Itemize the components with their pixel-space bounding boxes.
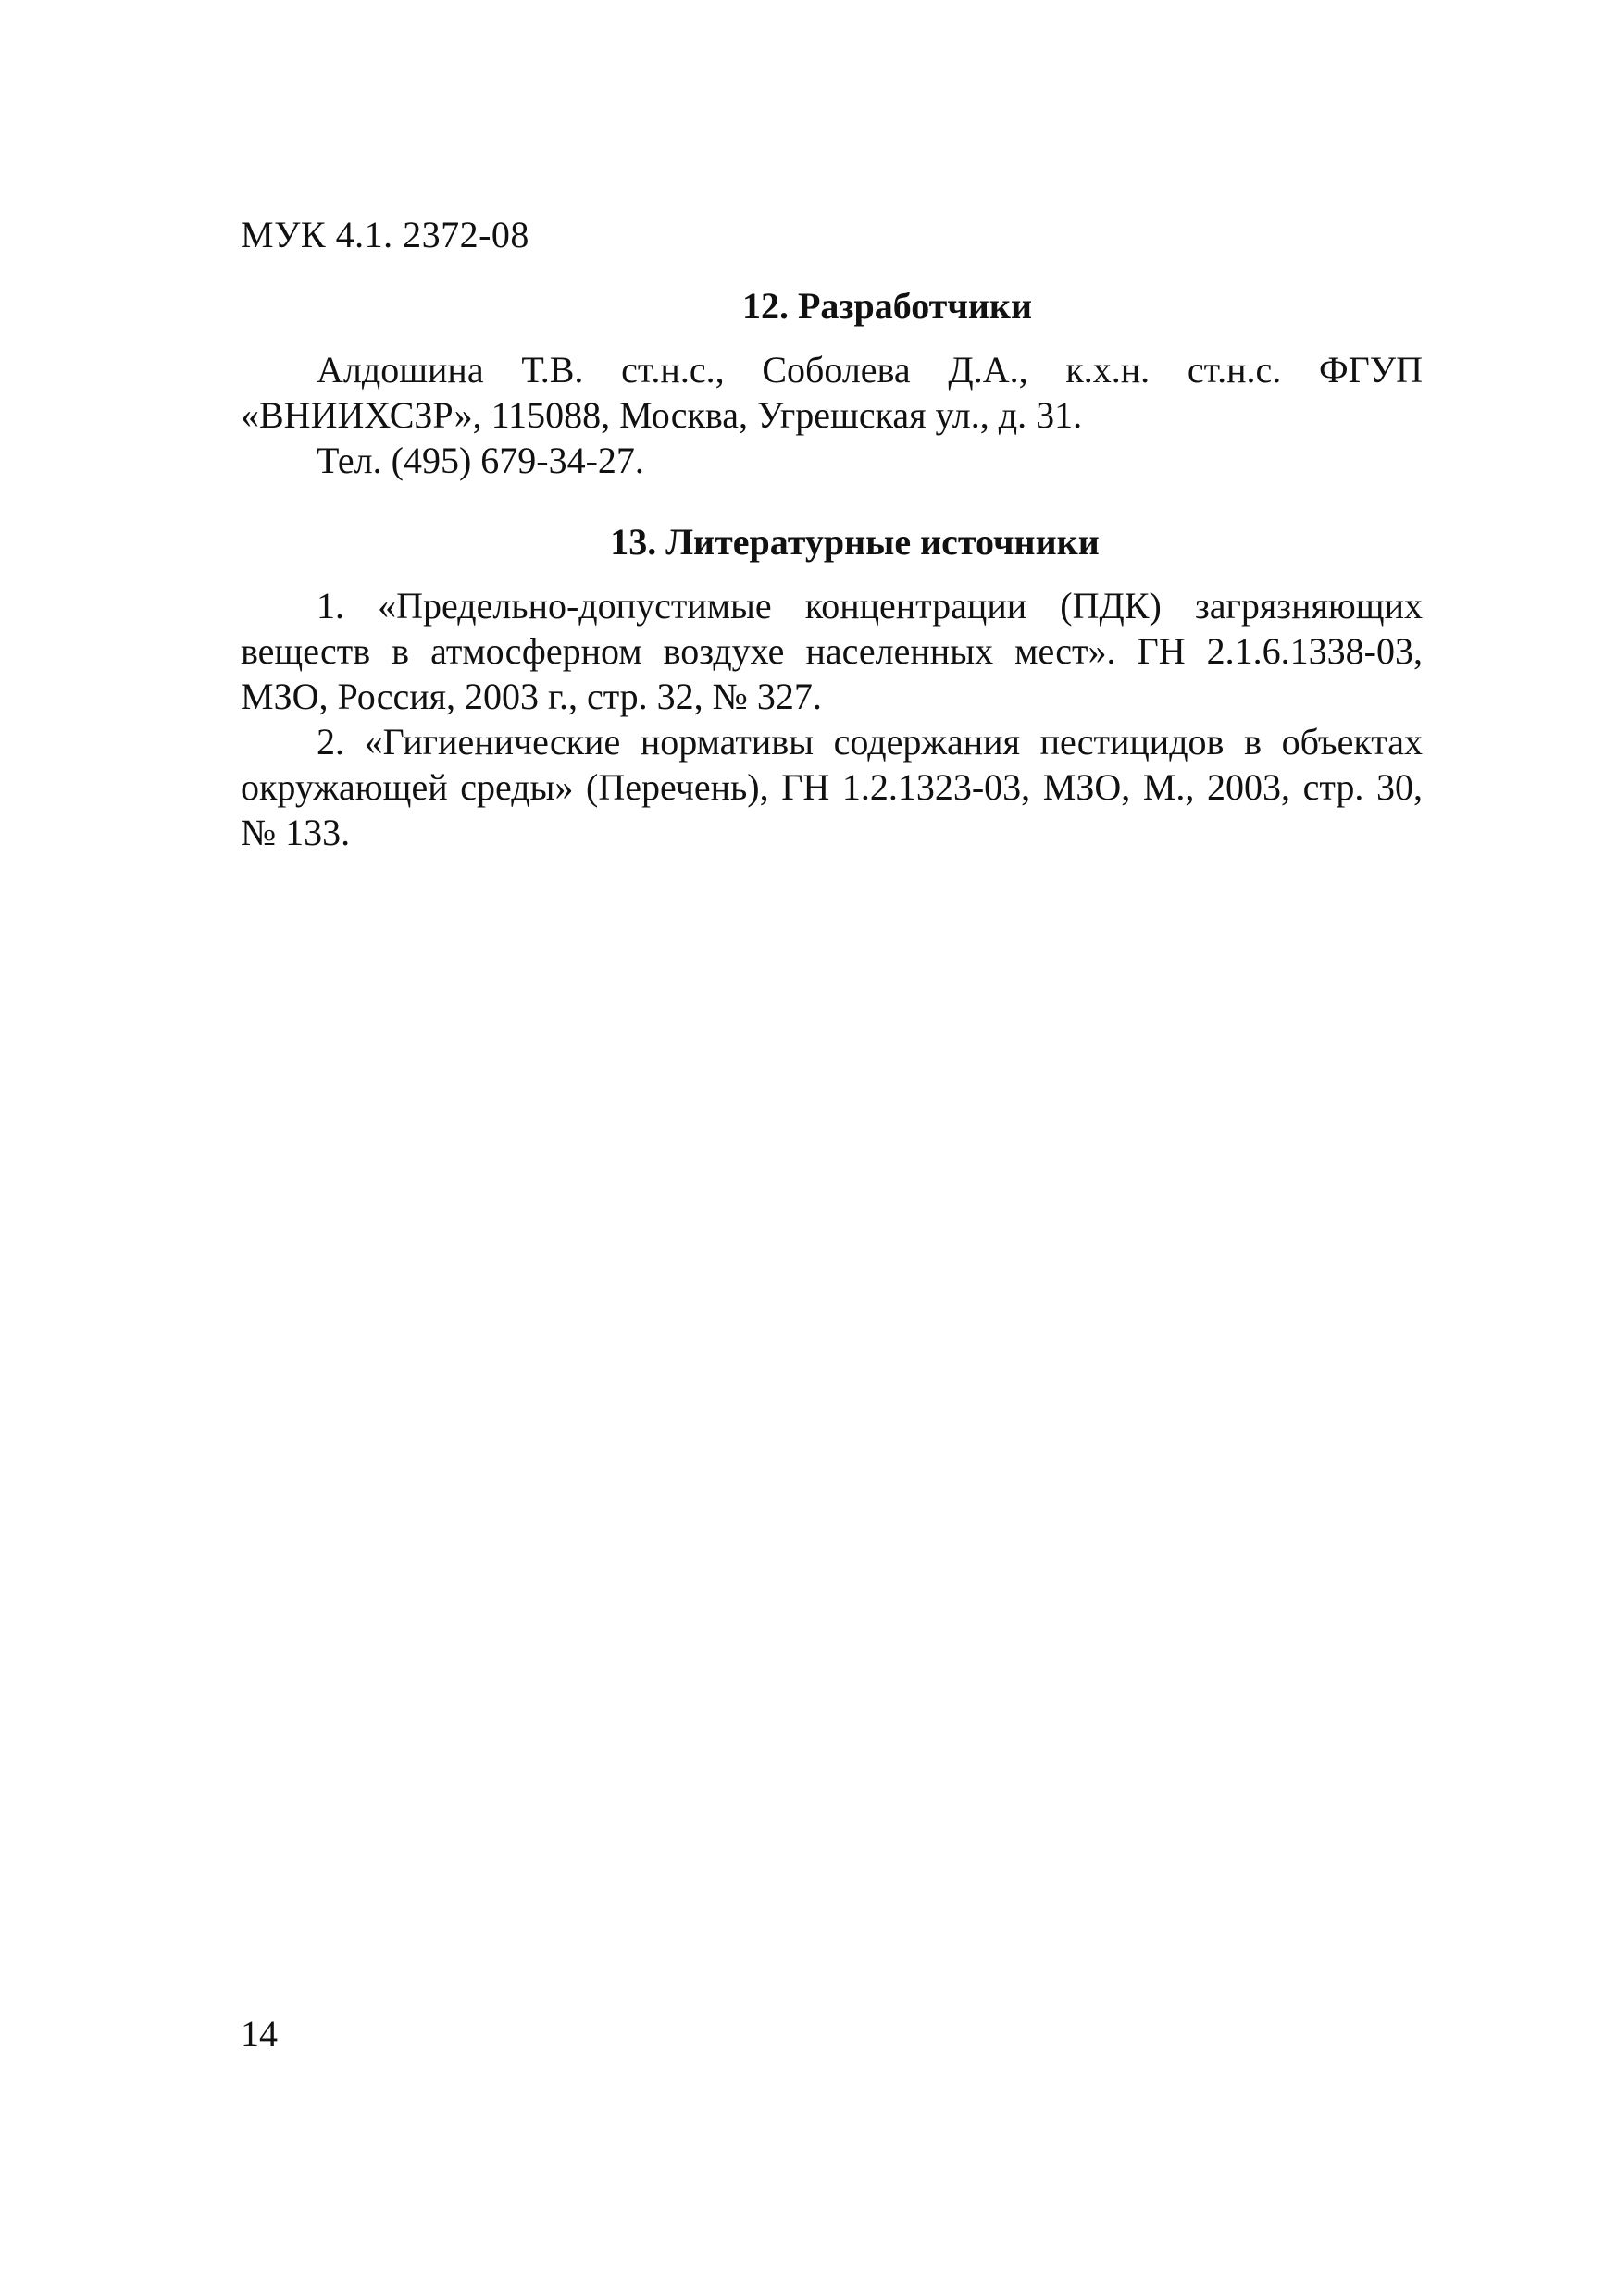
running-head: МУК 4.1. 2372-08 [241,214,529,255]
page-number: 14 [241,2013,278,2054]
section-12-heading: 12. Разработчики [741,285,1033,327]
phone-line: Тел. (495) 679-34-27. [317,440,644,481]
reference-item-2: 2. «Гигиенические нормативы содержания пестицидов в объектах окружающей среды» (Перечень), ГН 1.2.1323-03, МЗО, М., 2003, стр. 30, № 133. [241,721,1423,853]
developers-paragraph: Алдошина Т.В. ст.н.с., Соболева Д.А., к.х.н. ст.н.с. ФГУП «ВНИИХСЗР», 115088, Москва, Угрешская ул., д. 31. [241,349,1423,436]
section-13-heading: 13. Литературные источники [610,521,1100,563]
reference-item-1: 1. «Предельно-допустимые концентрации (ПДК) загрязняющих веществ в атмосферном воздухе населенных мест». ГН 2.1.6.1338-03, МЗО, Россия, 2003 г., стр. 32, № 327. [241,585,1423,717]
page-content [241,282,1423,855]
